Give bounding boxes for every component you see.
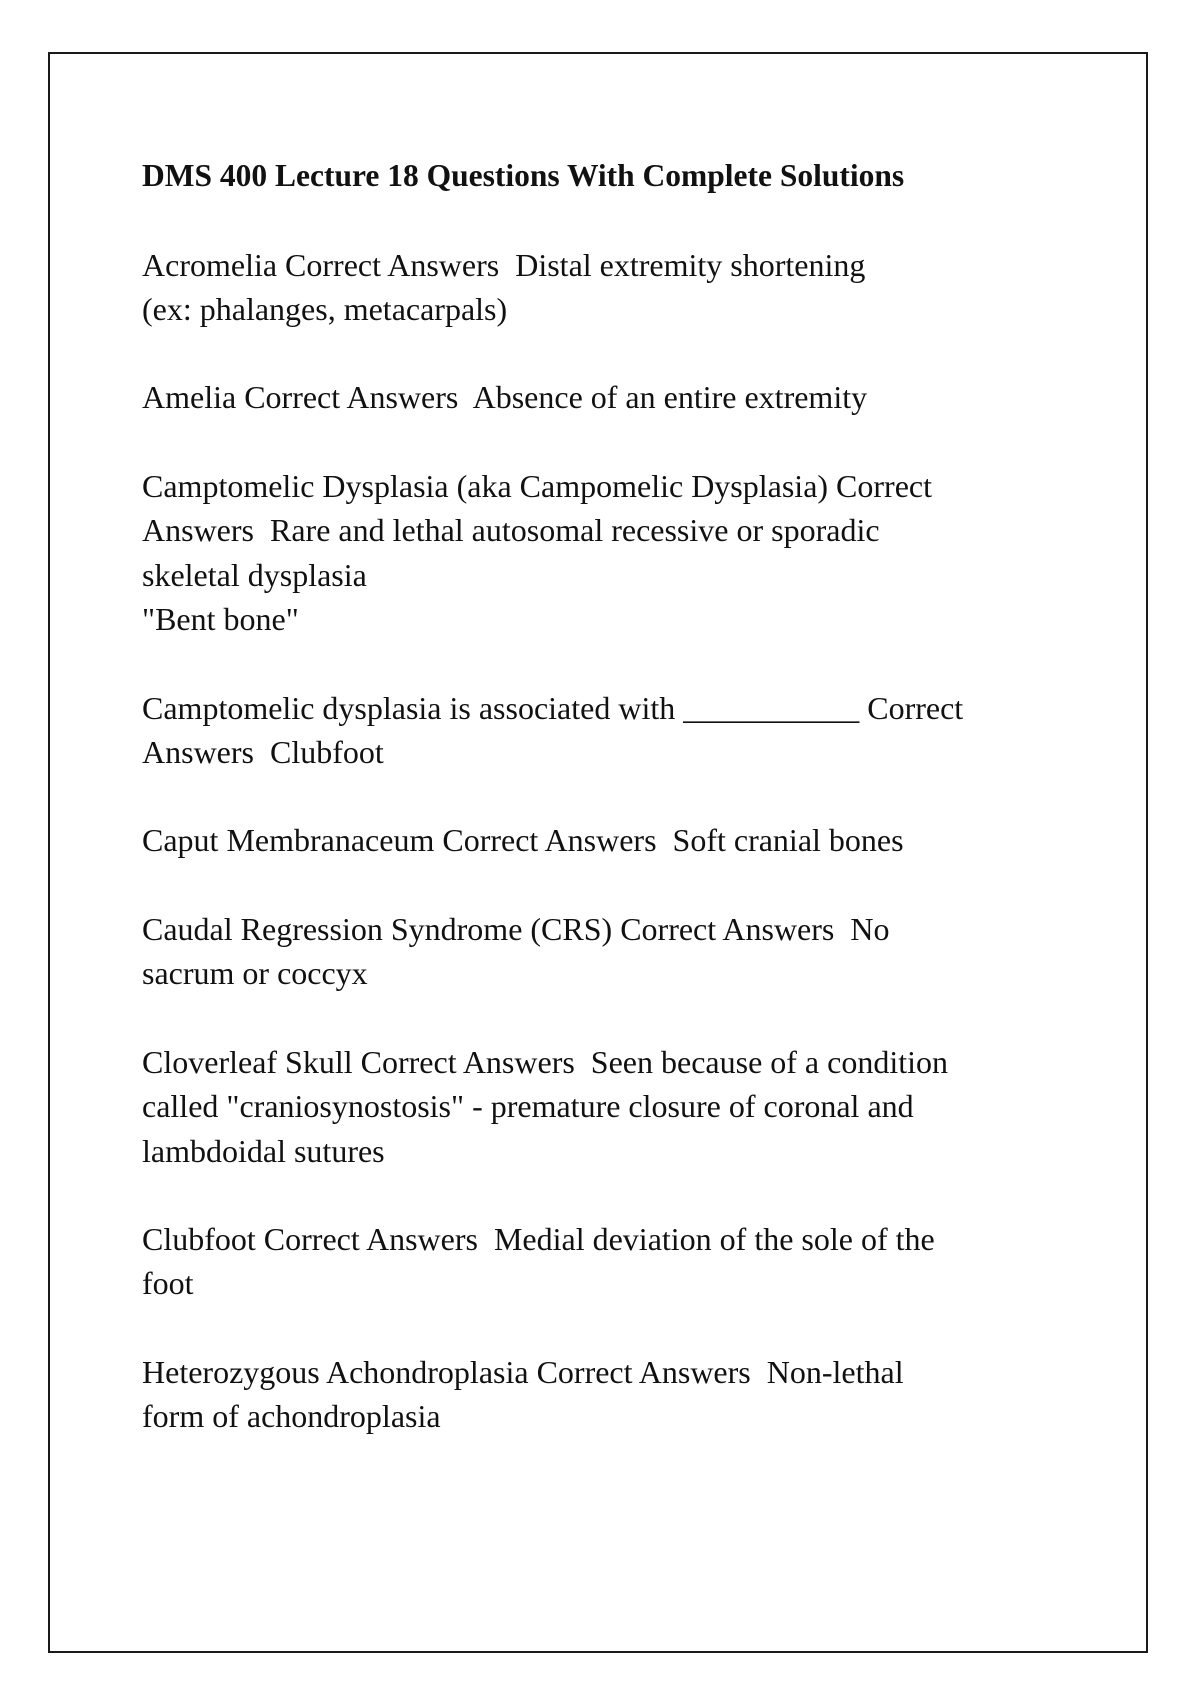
qa-line: Amelia Correct Answers Absence of an entire extremity bbox=[142, 379, 868, 416]
qa-line: sacrum or coccyx bbox=[142, 955, 368, 992]
qa-item bbox=[142, 907, 1142, 996]
qa-line: Answers Clubfoot bbox=[142, 733, 384, 770]
qa-item bbox=[142, 1217, 1142, 1306]
qa-list bbox=[142, 243, 1142, 1439]
qa-line: Clubfoot Correct Answers Medial deviation of the sole of the bbox=[142, 1221, 935, 1258]
qa-line: Camptomelic Dysplasia (aka Campomelic Dysplasia) Correct bbox=[142, 468, 932, 505]
qa-line: "Bent bone" bbox=[142, 600, 299, 637]
qa-line: Caput Membranaceum Correct Answers Soft cranial bones bbox=[142, 822, 904, 859]
qa-line: foot bbox=[142, 1265, 194, 1302]
document-body bbox=[142, 154, 1142, 1483]
qa-item bbox=[142, 686, 1142, 775]
qa-line: called "craniosynostosis" - premature closure of coronal and bbox=[142, 1088, 914, 1125]
qa-line: Cloverleaf Skull Correct Answers Seen because of a condition bbox=[142, 1043, 948, 1080]
qa-line: Heterozygous Achondroplasia Correct Answers Non-lethal bbox=[142, 1354, 904, 1391]
document-title: DMS 400 Lecture 18 Questions With Complete Solutions bbox=[142, 158, 905, 193]
qa-line: (ex: phalanges, metacarpals) bbox=[142, 290, 508, 327]
qa-line: Acromelia Correct Answers Distal extremity shortening bbox=[142, 246, 866, 283]
qa-item bbox=[142, 1350, 1142, 1439]
qa-item bbox=[142, 243, 1142, 332]
qa-line: skeletal dysplasia bbox=[142, 556, 367, 593]
qa-item bbox=[142, 818, 1142, 862]
qa-item bbox=[142, 464, 1142, 641]
qa-line: lambdoidal sutures bbox=[142, 1132, 385, 1169]
qa-item bbox=[142, 375, 1142, 419]
qa-line: form of achondroplasia bbox=[142, 1398, 441, 1435]
qa-line: Caudal Regression Syndrome (CRS) Correct Answers No bbox=[142, 911, 890, 948]
qa-line: Answers Rare and lethal autosomal recessive or sporadic bbox=[142, 512, 880, 549]
qa-line: Camptomelic dysplasia is associated with ___________ Correct bbox=[142, 689, 964, 726]
qa-item bbox=[142, 1040, 1142, 1173]
